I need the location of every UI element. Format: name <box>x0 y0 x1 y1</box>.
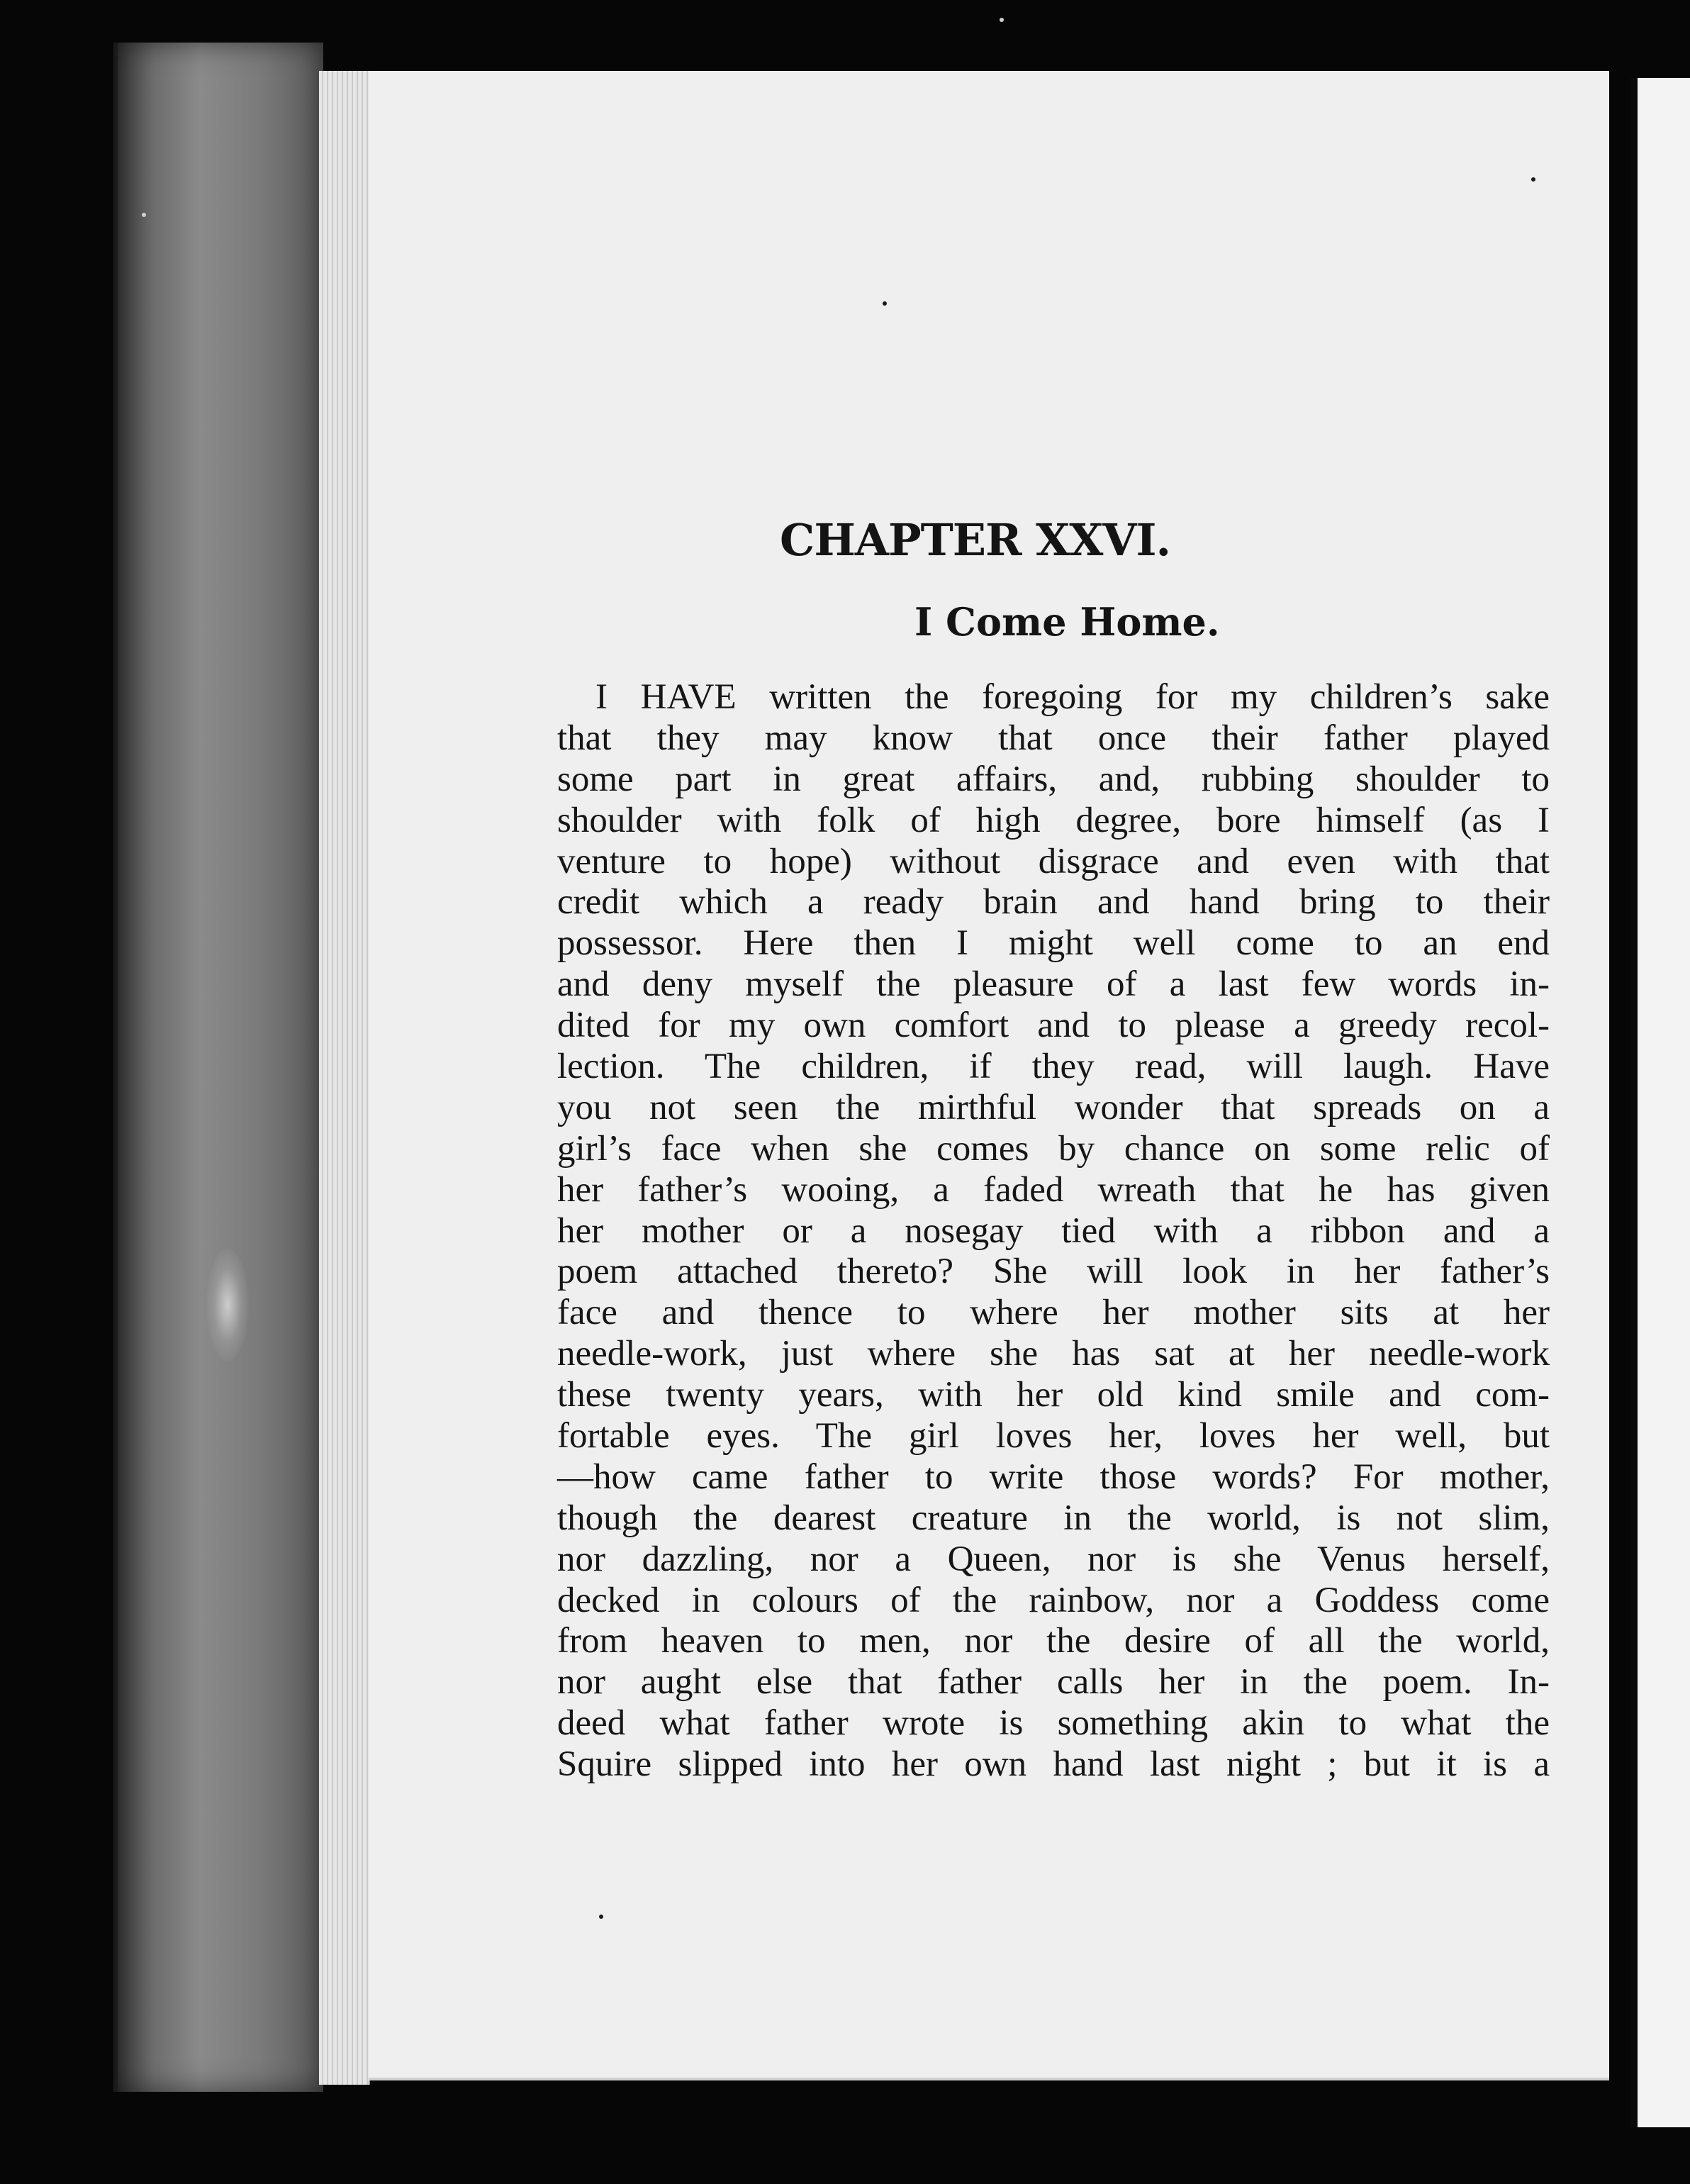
scan-speck <box>1531 177 1535 182</box>
scan-speck <box>142 213 146 217</box>
opening-smallcaps-word: HAVE <box>640 677 737 717</box>
text-line: shoulder with folk of high degree, bore himself (as I <box>557 800 1550 840</box>
text-line: nor dazzling, nor a Queen, nor is she Venus herself, <box>557 1539 1550 1579</box>
text-line: face and thence to where her mother sits at her <box>557 1293 1550 1333</box>
text-line: you not seen the mirthful wonder that spreads on a <box>557 1087 1550 1127</box>
text-line-first <box>557 677 1550 718</box>
text-line: dited for my own comfort and to please a greedy recol- <box>557 1005 1550 1046</box>
text-line: her mother or a nosegay tied with a ribbon and a <box>557 1210 1550 1251</box>
text-line: decked in colours of the rainbow, nor a Goddess come <box>557 1580 1550 1620</box>
text-line: and deny myself the pleasure of a last few words in- <box>557 964 1550 1005</box>
text-line: that they may know that once their father played <box>557 718 1550 758</box>
text-line: fortable eyes. The girl loves her, loves her well, but <box>557 1416 1550 1456</box>
adjacent-page-sliver <box>1630 78 1690 2127</box>
text-line: Squire slipped into her own hand last night ; but it is a <box>557 1744 1550 1785</box>
chapter-heading: CHAPTER XXVI. <box>780 514 1171 566</box>
chapter-body-text <box>557 677 1550 1785</box>
page-stack-edges <box>319 71 370 2085</box>
text-line: girl’s face when she comes by chance on some relic of <box>557 1128 1550 1169</box>
scan-speck <box>599 1915 603 1919</box>
text-line: needle-work, just where she has sat at her needle-work <box>557 1334 1550 1374</box>
book-fore-edge <box>113 43 323 2092</box>
text-line: credit which a ready brain and hand bring to their <box>557 882 1550 923</box>
chapter-subtitle: I Come Home. <box>914 599 1220 645</box>
scan-speck <box>883 301 887 306</box>
text-line: these twenty years, with her old kind smile and com- <box>557 1375 1550 1415</box>
opening-word: I <box>595 677 608 717</box>
text-line: from heaven to men, nor the desire of all the world, <box>557 1621 1550 1661</box>
text-line: —how came father to write those words? For mother, <box>557 1456 1550 1497</box>
text-line: venture to hope) without disgrace and even with that <box>557 841 1550 881</box>
text-line: some part in great affairs, and, rubbing shoulder to <box>557 759 1550 799</box>
text-line: though the dearest creature in the world, is not slim, <box>557 1498 1550 1538</box>
first-line-rest: written the foregoing for my children’s sake <box>736 677 1550 717</box>
text-line: nor aught else that father calls her in the poem. In- <box>557 1662 1550 1703</box>
text-line: possessor. Here then I might well come to an end <box>557 923 1550 964</box>
scan-speck <box>1000 18 1004 22</box>
text-line: deed what father wrote is something akin to what the <box>557 1703 1550 1744</box>
text-line: poem attached thereto? She will look in her father’s <box>557 1252 1550 1292</box>
text-line: lection. The children, if they read, will laugh. Have <box>557 1047 1550 1087</box>
text-line: her father’s wooing, a faded wreath that he has given <box>557 1169 1550 1210</box>
